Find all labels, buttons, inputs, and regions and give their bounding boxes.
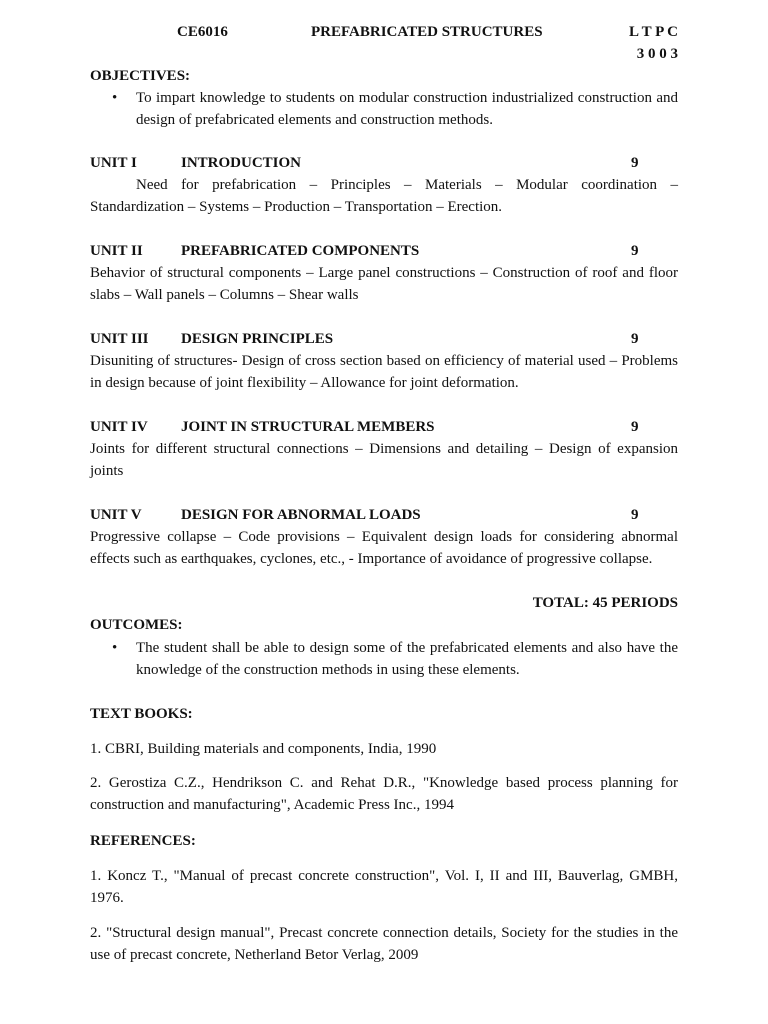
- unit-4-heading: [90, 416, 678, 438]
- unit-hours: 9: [631, 419, 639, 435]
- unit-label: UNIT II: [90, 243, 143, 259]
- outcome-text: The student shall be able to design some of the prefabricated elements and also have the knowledge of the construction methods in using these elements.: [136, 640, 678, 678]
- unit-5-text: Progressive collapse – Code provisions – Equivalent design loads for considering abnormal effects such as earthquakes, cyclones, etc., - Importance of avoidance of progressive collapse.: [90, 529, 678, 567]
- unit-2-text: Behavior of structural components – Large panel constructions – Construction of roof and floor slabs – Wall panels – Columns – Shear walls: [90, 265, 678, 303]
- unit-hours: 9: [631, 243, 639, 259]
- unit-hours: 9: [631, 155, 639, 171]
- unit-title: INTRODUCTION: [181, 155, 302, 171]
- bullet-icon: •: [112, 640, 118, 656]
- unit-label: UNIT IV: [90, 419, 148, 435]
- unit-3-heading: [90, 328, 678, 350]
- unit-title: DESIGN PRINCIPLES: [181, 331, 334, 347]
- objective-item: [90, 87, 678, 131]
- outcomes-heading: OUTCOMES:: [90, 617, 183, 633]
- outcome-item: [90, 637, 678, 681]
- unit-label: UNIT V: [90, 507, 142, 523]
- unit-label: UNIT III: [90, 331, 149, 347]
- textbook-item: 1. CBRI, Building materials and components, India, 1990: [90, 741, 437, 757]
- unit-4-text: Joints for different structural connections – Dimensions and detailing – Design of expansion joints: [90, 441, 678, 479]
- unit-title: JOINT IN STRUCTURAL MEMBERS: [181, 419, 435, 435]
- unit-3-text: Disuniting of structures- Design of cross section based on efficiency of material used – Problems in design because of joint flexibility – Allowance for joint deformation.: [90, 353, 678, 391]
- bullet-icon: •: [112, 90, 118, 106]
- ltpc-label: L T P C: [628, 24, 678, 40]
- unit-1-text: Need for prefabrication – Principles – Materials – Modular coordination – Standardization – Systems – Production – Transportation – Erection.: [90, 177, 678, 215]
- unit-label: UNIT I: [90, 155, 137, 171]
- unit-1-heading: [90, 152, 678, 174]
- reference-item: 2. "Structural design manual", Precast concrete connection details, Society for the studies in the use of precast concrete, Netherland Betor Verlag, 2009: [90, 925, 678, 963]
- reference-item: 1. Koncz T., "Manual of precast concrete construction", Vol. I, II and III, Bauverlag, GMBH, 1976.: [90, 868, 678, 906]
- course-code: CE6016: [177, 24, 228, 40]
- ltpc-values: 3 0 0 3: [636, 46, 678, 62]
- unit-hours: 9: [631, 507, 639, 523]
- textbooks-heading: TEXT BOOKS:: [90, 706, 193, 722]
- references-heading: REFERENCES:: [90, 833, 196, 849]
- textbook-item: 2. Gerostiza C.Z., Hendrikson C. and Rehat D.R., "Knowledge based process planning for construction and manufacturing", Academic Press Inc., 1994: [90, 775, 678, 813]
- unit-hours: 9: [631, 331, 639, 347]
- course-title: PREFABRICATED STRUCTURES: [311, 24, 543, 40]
- total-periods: TOTAL: 45 PERIODS: [532, 595, 678, 611]
- objective-text: To impart knowledge to students on modular construction industrialized construction and design of prefabricated elements and construction methods.: [136, 90, 678, 128]
- unit-title: DESIGN FOR ABNORMAL LOADS: [181, 507, 421, 523]
- unit-title: PREFABRICATED COMPONENTS: [181, 243, 420, 259]
- objectives-heading: OBJECTIVES:: [90, 68, 191, 84]
- unit-2-heading: [90, 240, 678, 262]
- unit-5-heading: [90, 504, 678, 526]
